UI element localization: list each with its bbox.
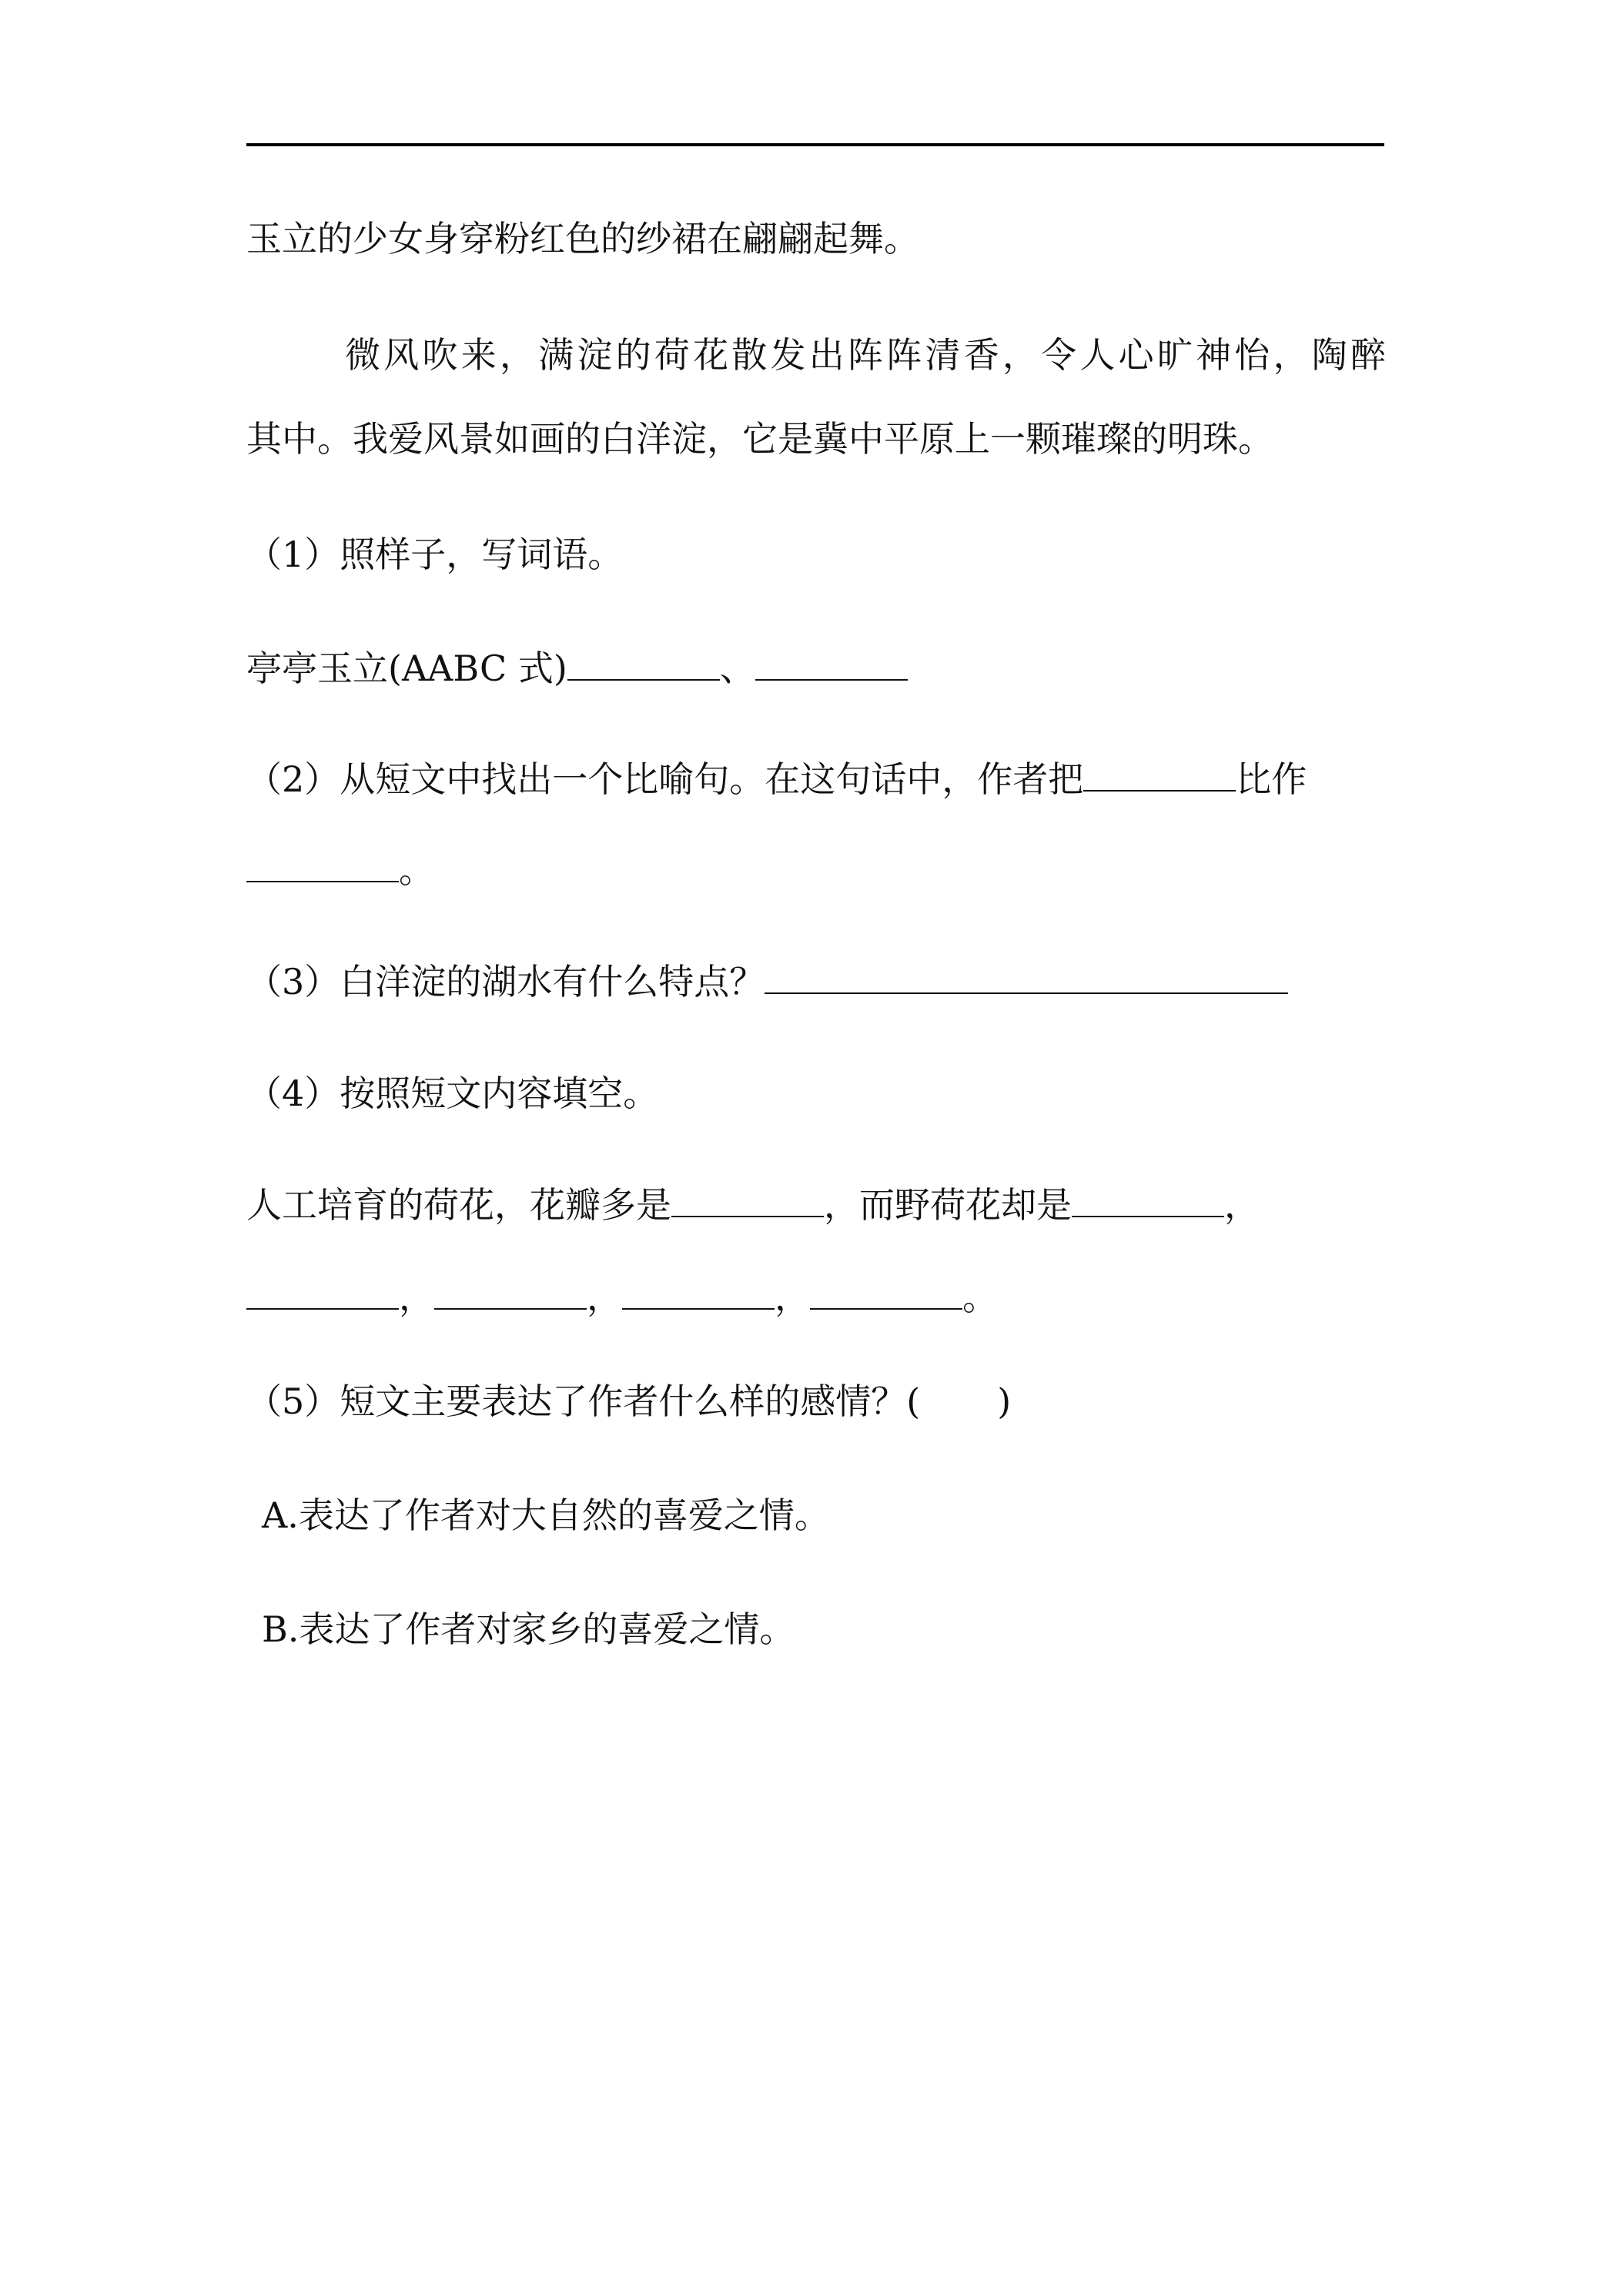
blank-2a[interactable]	[1083, 784, 1236, 792]
passage-line-3: 其中。我爱风景如画的白洋淀，它是冀中平原上一颗璀璨的明珠。	[246, 418, 1273, 460]
option-b[interactable]: B.表达了作者对家乡的喜爱之情。	[262, 1608, 795, 1650]
blank-4b[interactable]	[1072, 1210, 1224, 1217]
question-4-fill-line-1: 人工培育的荷花，花瓣多是 ，而野荷花却是 ，	[246, 1184, 1260, 1226]
passage-line-2: 微风吹来，满淀的荷花散发出阵阵清香，令人心旷神怡，陶醉	[345, 334, 1386, 376]
blank-4f[interactable]	[810, 1302, 962, 1310]
passage-line-1: 玉立的少女身穿粉红色的纱裙在翩翩起舞。	[246, 218, 919, 259]
blank-1b[interactable]	[755, 673, 908, 681]
blank-4e[interactable]	[622, 1302, 775, 1310]
blank-2b[interactable]	[246, 875, 399, 882]
header-rule	[246, 143, 1384, 146]
blank-3[interactable]	[765, 986, 1288, 994]
question-2-continued: 。	[246, 847, 434, 893]
blank-4a[interactable]	[671, 1210, 824, 1217]
question-4: （4）按照短文内容填空。	[246, 1073, 659, 1114]
blank-1a[interactable]	[567, 673, 720, 681]
option-a[interactable]: A.表达了作者对大自然的喜爱之情。	[262, 1494, 830, 1536]
question-2: （2）从短文中找出一个比喻句。在这句话中，作者把 比作	[246, 758, 1307, 800]
question-1-answer-line: 亭亭玉立(AABC 式) 、	[246, 645, 908, 691]
blank-4d[interactable]	[434, 1302, 587, 1310]
question-3: （3）白洋淀的湖水有什么特点？	[246, 959, 1288, 1005]
question-1: （1）照样子，写词语。	[246, 534, 624, 575]
question-5: （5）短文主要表达了作者什么样的感情？( )	[246, 1381, 1012, 1422]
question-4-fill-line-2: ， ， ， 。	[246, 1274, 998, 1320]
blank-4c[interactable]	[246, 1302, 399, 1310]
